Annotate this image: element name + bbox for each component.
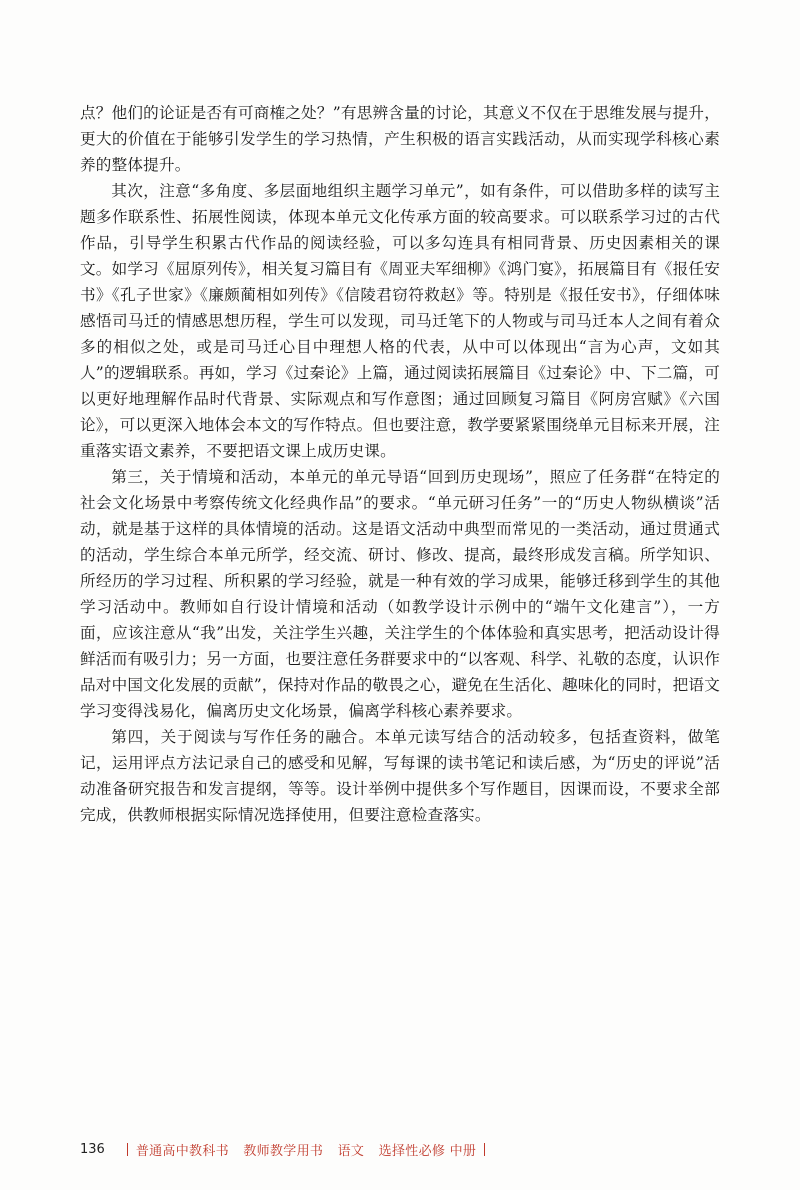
book-type: 教师教学用书 [243, 1143, 324, 1159]
paragraph-continued: 点？他们的论证是否有可商榷之处？”有思辨含量的讨论，其意义不仅在于思维发展与提升，更大的价值在于能够引发学生的学习热情，产生积极的语言实践活动，从而实现学科核心素养的整体提升。 [80, 104, 720, 174]
footer-divider-left [127, 1143, 128, 1156]
book-info [136, 1140, 476, 1159]
paragraph-fourth-point: 第四，关于阅读与写作任务的融合。本单元读写结合的活动较多，包括查资料，做笔记，运用评点方法记录自己的感受和见解，写每课的读书笔记和读后感，为“历史的评说”活动准备研究报告和发言提纲，等等。设计举例中提供多个写作题目，因课而设，不要求全部完成，供教师根据实际情况选择使用，但要注意检查落实。 [80, 728, 720, 824]
footer-divider-right [484, 1143, 485, 1156]
page-number: 136 [80, 1141, 105, 1157]
book-volume: 选择性必修 中册 [378, 1143, 477, 1159]
paragraph-second-point: 其次，注意“多角度、多层面地组织主题学习单元”，如有条件，可以借助多样的读写主题多作联系性、拓展性阅读，体现本单元文化传承方面的较高要求。可以联系学习过的古代作品，引导学生积累古代作品的阅读经验，可以多勾连具有相同背景、历史因素相关的课文。如学习《屈原列传》，相关复习篇目有《周亚夫军细柳》《鸿门宴》，拓展篇目有《报任安书》《孔子世家》《廉颇蔺相如列传》《信陵君窃符救赵》等。特别是《报任安书》，仔细体味感悟司马迁的情感思想历程，学生可以发现，司马迁笔下的人物或与司马迁本人之间有着众多的相似之处，或是司马迁心目中理想人格的代表，从中可以体现出“言为心声，文如其人”的逻辑联系。再如，学习《过秦论》上篇，通过阅读拓展篇目《过秦论》中、下二篇，可以更好地理解作品时代背景、实际观点和写作意图；通过回顾复习篇目《阿房宫赋》《六国论》，可以更深入地体会本文的写作特点。但也要注意，教学要紧紧围绕单元目标来开展，注重落实语文素养，不要把语文课上成历史课。 [80, 182, 720, 460]
paragraph-third-point: 第三，关于情境和活动，本单元的单元导语“回到历史现场”，照应了任务群“在特定的社会文化场景中考察传统文化经典作品”的要求。“单元研习任务”一的“历史人物纵横谈”活动，就是基于这样的具体情境的活动。这是语文活动中典型而常见的一类活动，通过贯通式的活动，学生综合本单元所学，经交流、研讨、修改、提高，最终形成发言稿。所学知识、所经历的学习过程、所积累的学习经验，就是一种有效的学习成果，能够迁移到学生的其他学习活动中。教师如自行设计情境和活动（如教学设计示例中的“端午文化建言”），一方面，应该注意从“我”出发，关注学生兴趣，关注学生的个体体验和真实思考，把活动设计得鲜活而有吸引力；另一方面，也要注意任务群要求中的“以客观、科学、礼敬的态度，认识作品对中国文化发展的贡献”，保持对作品的敬畏之心，避免在生活化、趣味化的同时，把语文学习变得浅易化，偏离历史文化场景，偏离学科核心素养要求。 [80, 468, 720, 720]
book-subject: 语文 [337, 1143, 365, 1159]
main-text [80, 100, 720, 828]
page-footer [80, 1138, 493, 1160]
book-series: 普通高中教科书 [135, 1143, 229, 1159]
